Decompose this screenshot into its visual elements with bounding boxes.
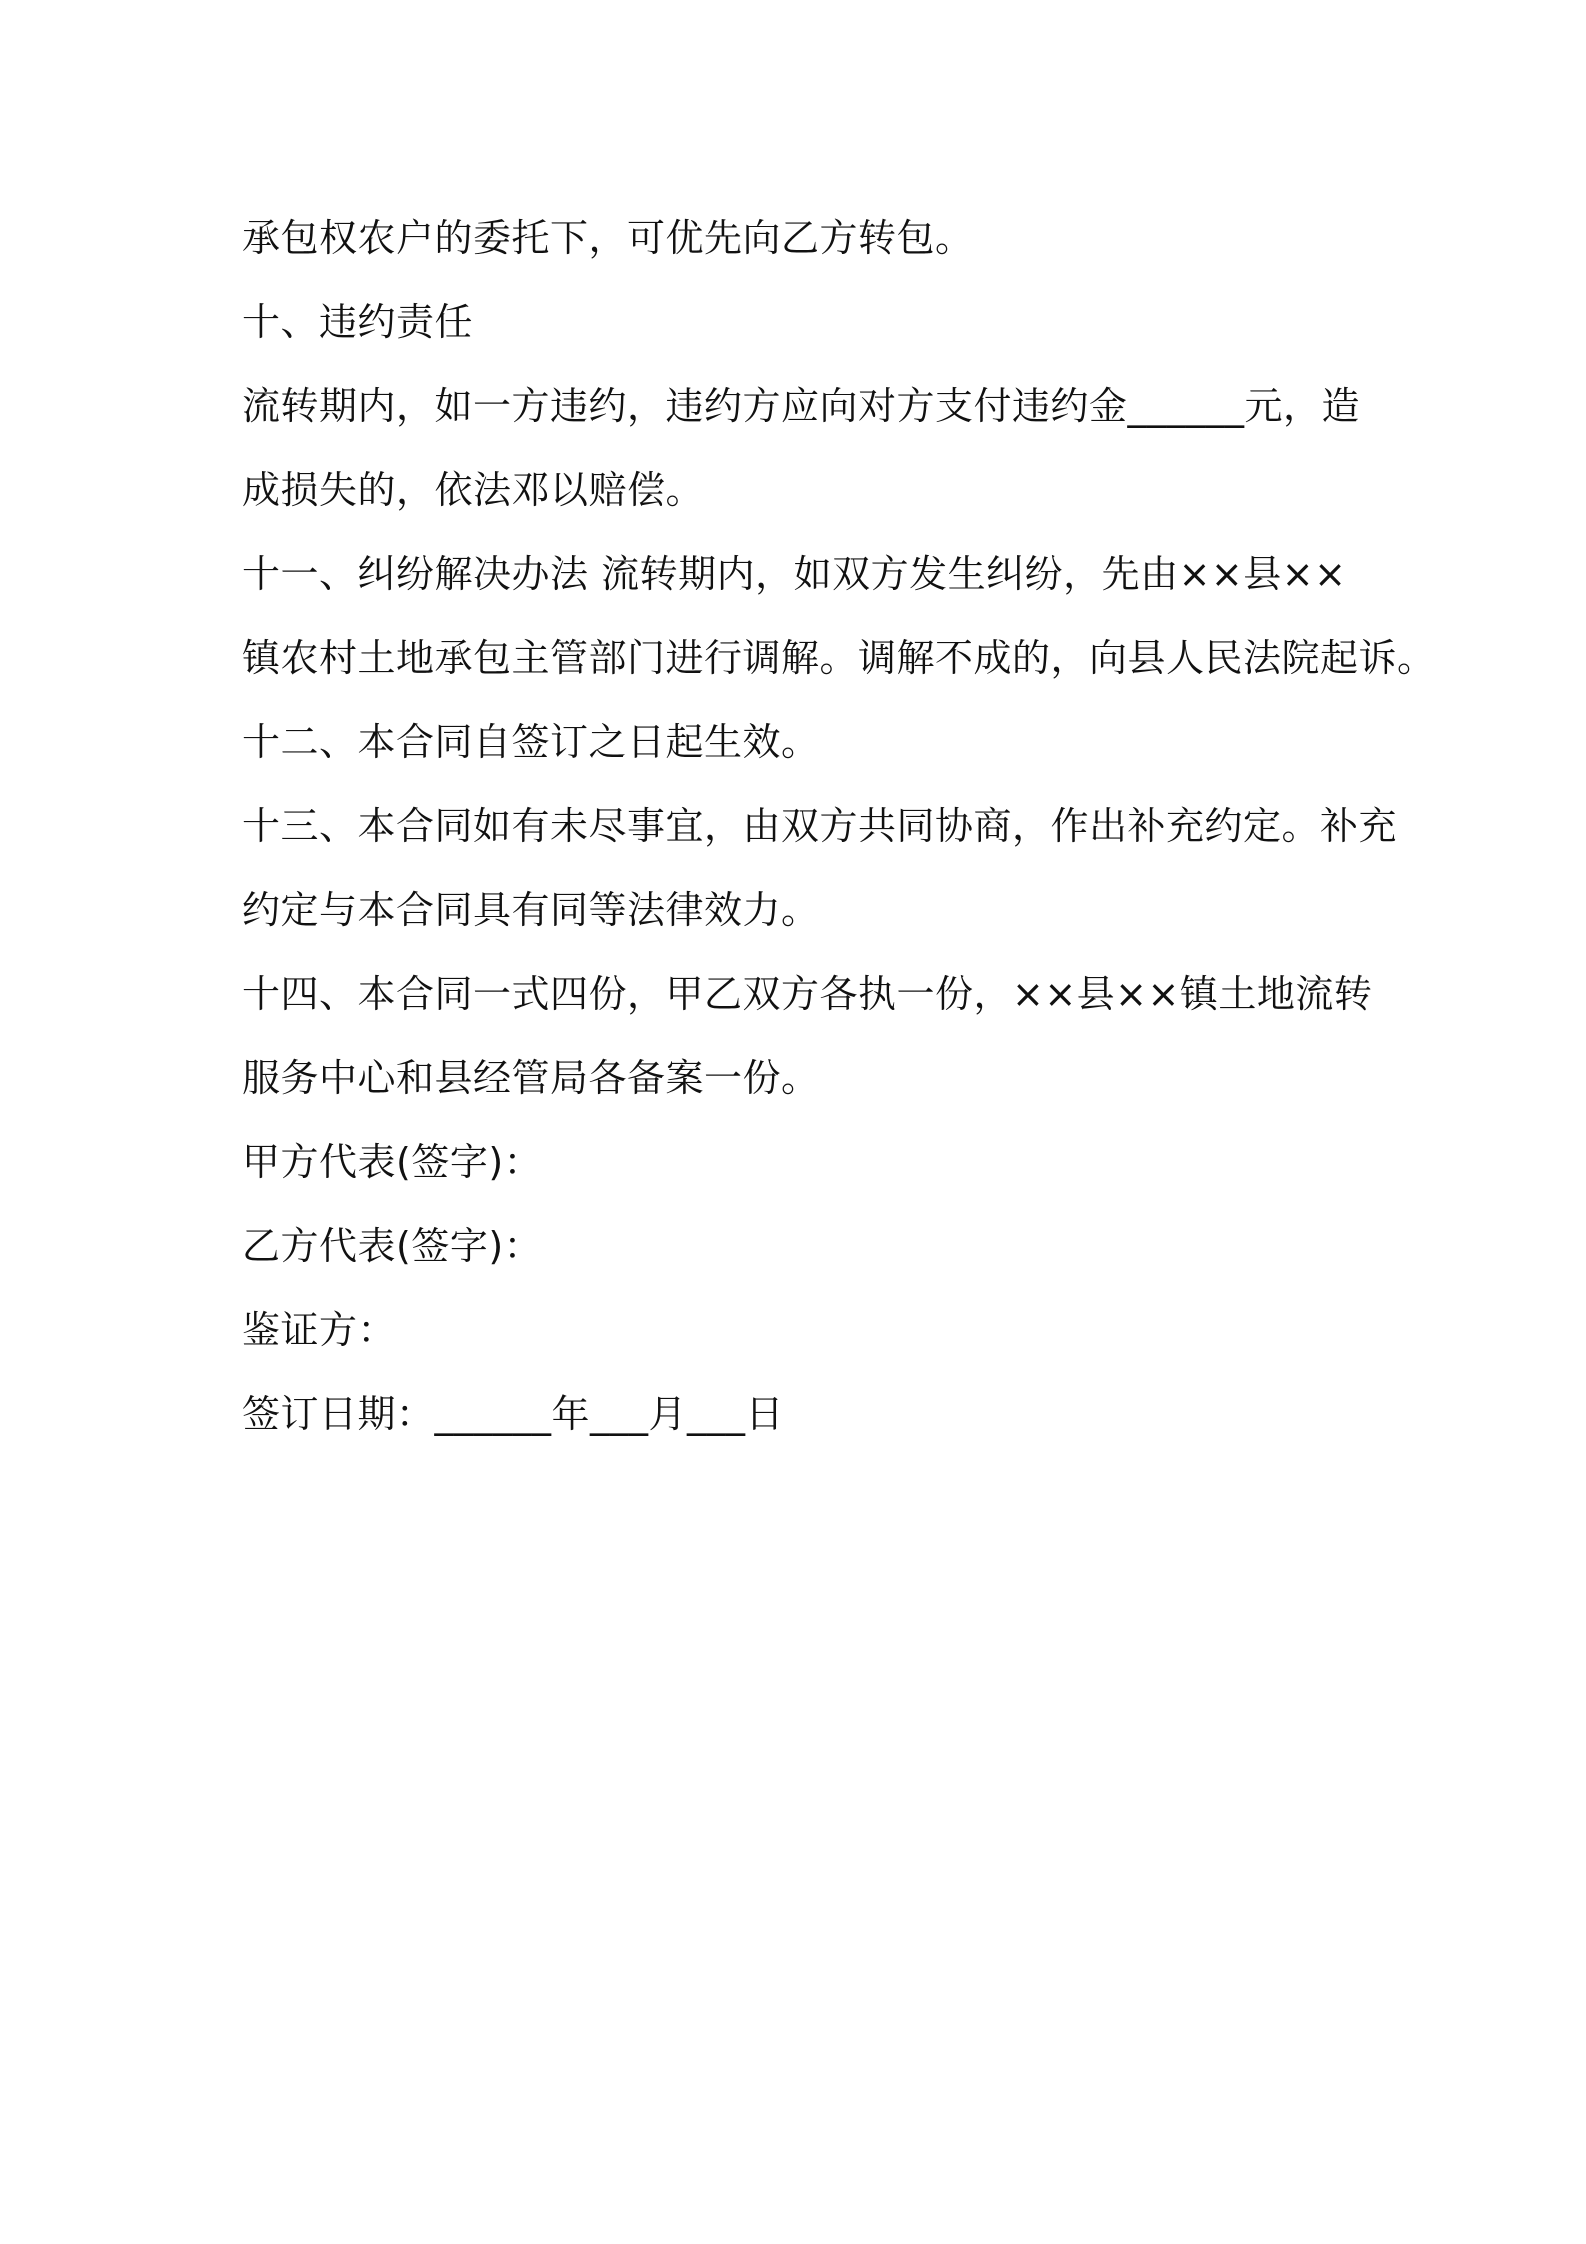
party-a-signature: 甲方代表(签字)：	[242, 1140, 543, 1184]
party-b-signature: 乙方代表(签字)：	[242, 1224, 543, 1268]
text-line-1: 承包权农户的委托下，可优先向乙方转包。	[242, 216, 974, 260]
section-13-line-1: 十三、本合同如有未尽事宜，由双方共同协商，作出补充约定。补充	[242, 804, 1398, 848]
text-line-3: 流转期内，如一方违约，违约方应向对方支付违约金______元，造	[242, 384, 1361, 428]
section-12: 十二、本合同自签订之日起生效。	[242, 720, 820, 764]
section-13-line-2: 约定与本合同具有同等法律效力。	[242, 888, 820, 932]
signing-date: 签订日期：______年___月___日	[242, 1392, 785, 1436]
document-body	[242, 196, 1436, 1456]
witness-signature: 鉴证方：	[242, 1308, 397, 1352]
section-heading-10: 十、违约责任	[242, 300, 474, 344]
section-11-line-1: 十一、纠纷解决办法 流转期内，如双方发生纠纷，先由××县××	[242, 552, 1347, 596]
section-14-line-1: 十四、本合同一式四份，甲乙双方各执一份，××县××镇土地流转	[242, 972, 1373, 1016]
text-line-4: 成损失的，依法邓以赔偿。	[242, 468, 705, 512]
section-14-line-2: 服务中心和县经管局各备案一份。	[242, 1056, 820, 1100]
section-11-line-2: 镇农村土地承包主管部门进行调解。调解不成的，向县人民法院起诉。	[242, 636, 1436, 680]
